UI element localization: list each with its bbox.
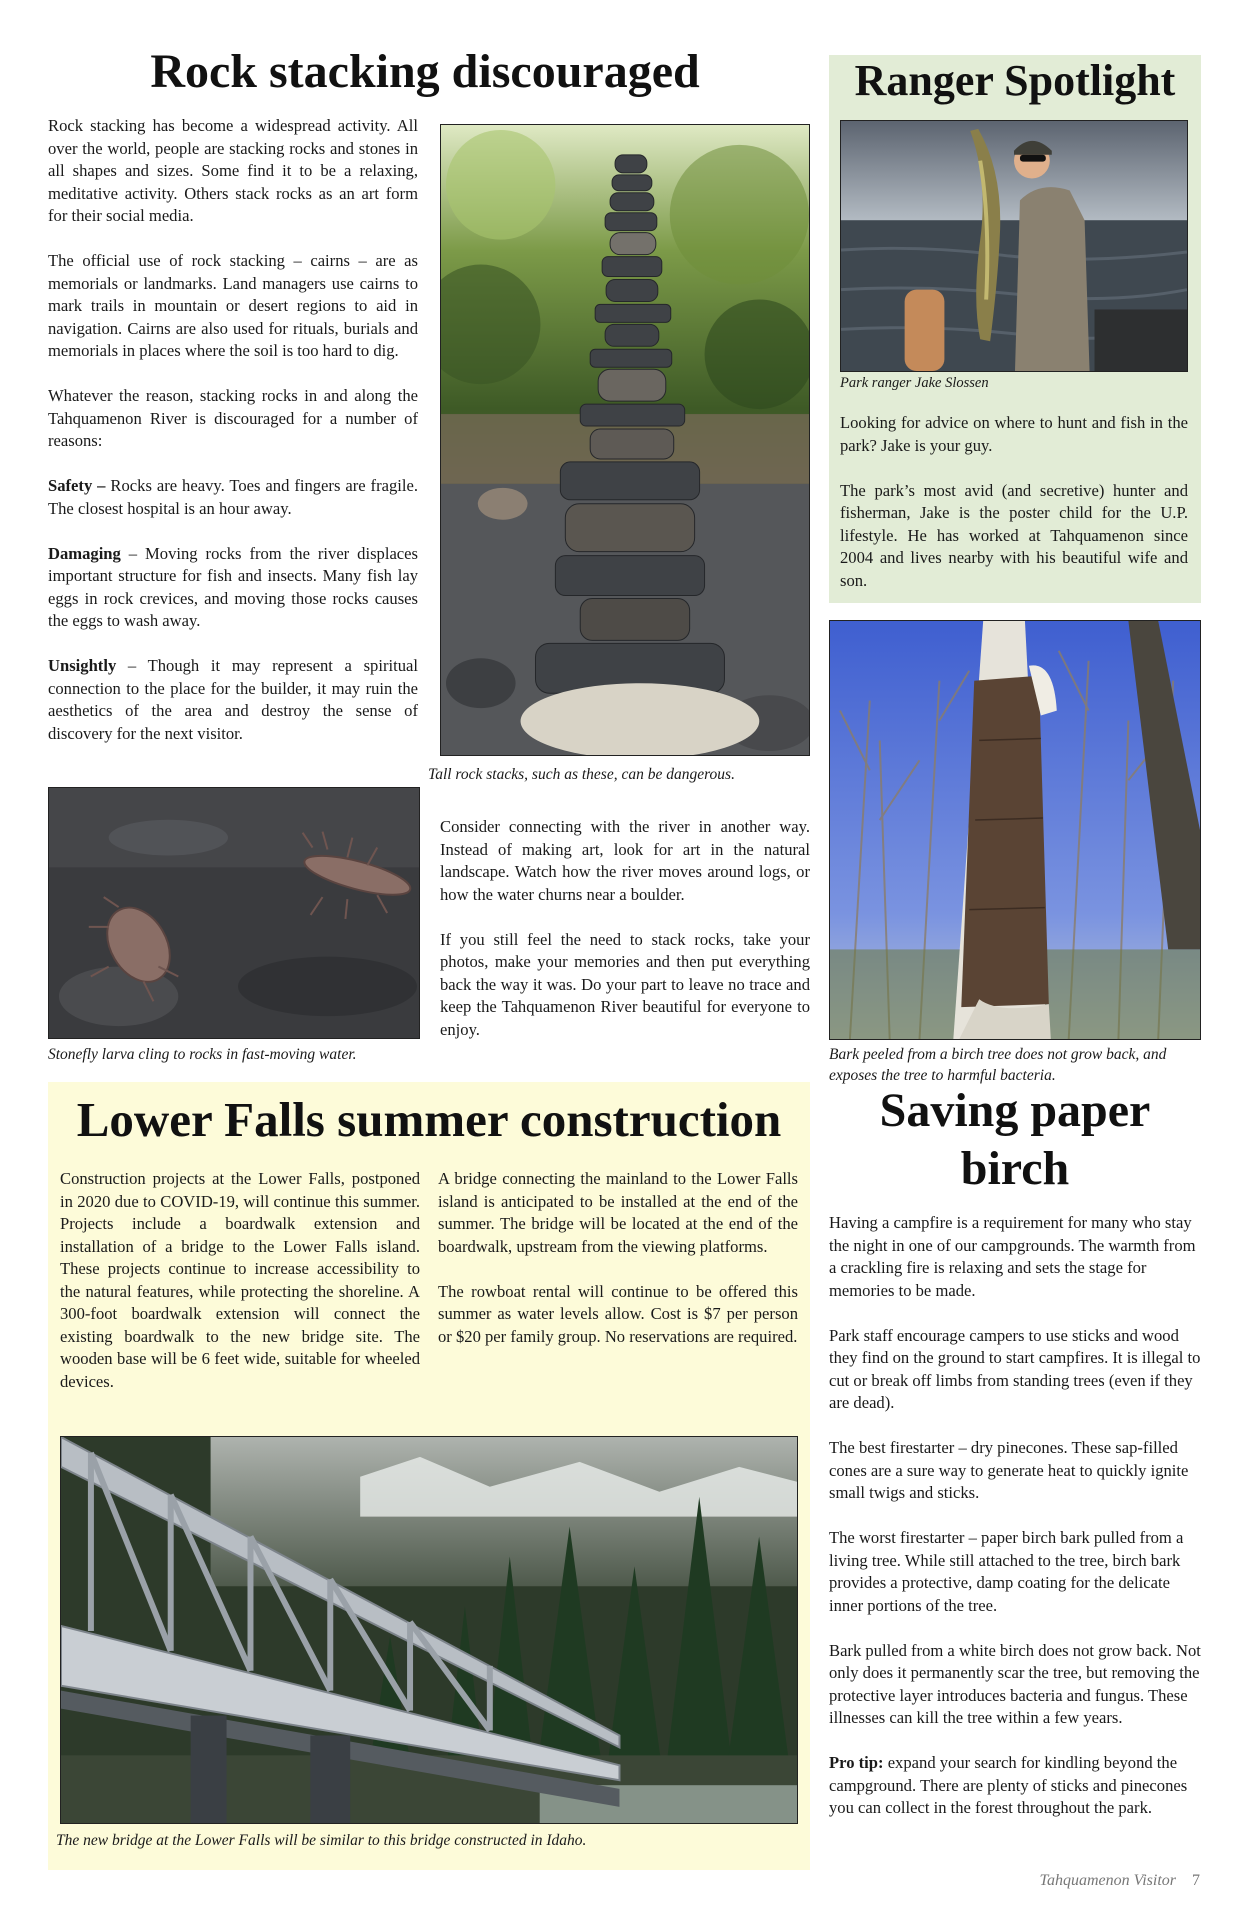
rock-stacking-title: Rock stacking discouraged bbox=[150, 45, 700, 98]
rock-stack-caption: Tall rock stacks, such as these, can be dangerous. bbox=[428, 766, 735, 783]
birch-tree-caption: Bark peeled from a birch tree does not grow back, and exposes the tree to harmful bacteria. bbox=[829, 1046, 1167, 1084]
stonefly-larva-photo bbox=[48, 787, 420, 1039]
damaging-text: – Moving rocks from the river displaces important structure for fish and insects. Many fish lay eggs in rock crevices, and moving those rocks causes the eggs to wash away. bbox=[48, 543, 418, 630]
falls-paragraph-1: Construction projects at the Lower Falls, postponed in 2020 due to COVID-19, will continue this summer. Projects include a boardwalk extension and installation of a bridge to the Lower Falls island. These projects continue to increase accessibility to the natural features, while protecting the shoreline. A 300-foot boardwalk extension will connect the existing boardwalk to the new bridge site. The wooden base will be 6 feet wide, suitable for wheeled devices. bbox=[60, 1169, 420, 1391]
rock-damaging-reason bbox=[48, 543, 418, 633]
pro-tip-text: expand your search for kindling beyond the campground. There are plenty of sticks and pinecones you can collect in the forest throughout the park. bbox=[829, 1753, 1188, 1817]
safety-label: Safety – bbox=[48, 476, 106, 495]
ranger-photo bbox=[840, 120, 1188, 372]
birch-paragraph-2: Park staff encourage campers to use sticks and wood they find on the ground to start campfires. It is illegal to cut or break off limbs from standing trees (even if they are dead). bbox=[829, 1325, 1201, 1412]
bridge-caption: The new bridge at the Lower Falls will be similar to this bridge constructed in Idaho. bbox=[56, 1832, 587, 1849]
rock-unsightly-reason bbox=[48, 655, 418, 745]
birch-paragraph-3: The best firestarter – dry pinecones. These sap-filled cones are a sure way to generate heat to quickly ignite small twigs and sticks. bbox=[829, 1438, 1189, 1502]
birch-tree-photo bbox=[829, 620, 1201, 1040]
rock-safety-reason bbox=[48, 475, 418, 520]
page-footer bbox=[980, 1872, 1200, 1890]
damaging-label: Damaging bbox=[48, 543, 121, 563]
saving-birch-title: Saving paper birch bbox=[879, 1084, 1151, 1195]
rock-stacking-intro bbox=[48, 115, 418, 745]
unsightly-text: – Though it may represent a spiritual connection to the place for the builder, it may ruin the aesthetics of the area and destroy the sense of discovery for the next visitor. bbox=[48, 656, 418, 743]
falls-paragraph-3: The rowboat rental will continue to be offered this summer as water levels allow. Cost is $7 per person or $20 per family group. No reservations are required. bbox=[438, 1281, 798, 1346]
birch-paragraph-4: The worst firestarter – paper birch bark pulled from a living tree. While still attached to the tree, birch bark provides a protective, damp coating for the delicate inner portions of the tree. bbox=[829, 1528, 1184, 1615]
birch-paragraph-5: Bark pulled from a white birch does not grow back. Not only does it permanently scar the tree, but removing the protective layer introduces bacteria and fungus. These illnesses can kill the tree within a few years. bbox=[829, 1640, 1201, 1727]
rock-stack-photo bbox=[440, 124, 810, 756]
ranger-paragraph-1: Looking for advice on where to hunt and fish in the park? Jake is your guy. bbox=[840, 413, 1188, 455]
rock-paragraph-2: The official use of rock stacking – cairns – are as memorials or landmarks. Land managers use cairns to mark trails in mountain or desert regions to aid in navigation. Cairns are also used for rituals, burials and memorials in places where the soil is too hard to dig. bbox=[48, 251, 418, 360]
lower-falls-column-2 bbox=[438, 1168, 798, 1348]
rock-paragraph-1: Rock stacking has become a widespread activity. All over the world, people are stacking rocks and stones in all shapes and sizes. Some find it to be a relaxing, meditative activity. Others stack rocks as an art form for their social media. bbox=[48, 116, 418, 225]
ranger-bio bbox=[840, 412, 1188, 592]
rock-stacking-conclusion bbox=[440, 816, 810, 1041]
unsightly-label: Unsightly bbox=[48, 656, 117, 675]
safety-text: Rocks are heavy. Toes and fingers are fragile. The closest hospital is an hour away. bbox=[48, 476, 418, 518]
stonefly-caption: Stonefly larva cling to rocks in fast-moving water. bbox=[48, 1046, 357, 1063]
birch-paragraph-1: Having a campfire is a requirement for many who stay the night in one of our campgrounds. The warmth from a crackling fire is relaxing and sets the stage for memories to be made. bbox=[829, 1213, 1196, 1300]
rock-paragraph-4: Consider connecting with the river in another way. Instead of making art, look for art in the natural landscape. Watch how the river moves around logs, or how the water churns near a boulder. bbox=[440, 817, 810, 904]
pro-tip-label: Pro tip: bbox=[829, 1753, 884, 1772]
birch-pro-tip bbox=[829, 1752, 1201, 1820]
ranger-paragraph-2: The park’s most avid (and secretive) hunter and fisherman, Jake is the poster child for the U.P. lifestyle. He has worked at Tahquamenon since 2004 and lives nearby with his beautiful wife and son. bbox=[840, 480, 1188, 590]
rock-paragraph-3: Whatever the reason, stacking rocks in and along the Tahquamenon River is discouraged for a number of reasons: bbox=[48, 386, 418, 450]
rock-paragraph-5: If you still feel the need to stack rocks, take your photos, make your memories and then put everything back the way it was. Do your part to leave no trace and keep the Tahquamenon River beautiful for everyone to enjoy. bbox=[440, 929, 810, 1039]
falls-paragraph-2: A bridge connecting the mainland to the Lower Falls island is anticipated to be installed at the end of the summer. The bridge will be located at the end of the boardwalk, upstream from the viewing platforms. bbox=[438, 1169, 798, 1256]
ranger-spotlight-title: Ranger Spotlight bbox=[854, 56, 1176, 105]
saving-birch-article bbox=[829, 1212, 1201, 1820]
lower-falls-column-1 bbox=[60, 1168, 420, 1393]
publication-name: Tahquamenon Visitor bbox=[1039, 1872, 1176, 1889]
page-number: 7 bbox=[1192, 1872, 1200, 1889]
idaho-bridge-photo bbox=[60, 1436, 798, 1824]
lower-falls-title: Lower Falls summer construction bbox=[76, 1092, 782, 1147]
ranger-caption: Park ranger Jake Slossen bbox=[840, 375, 989, 391]
